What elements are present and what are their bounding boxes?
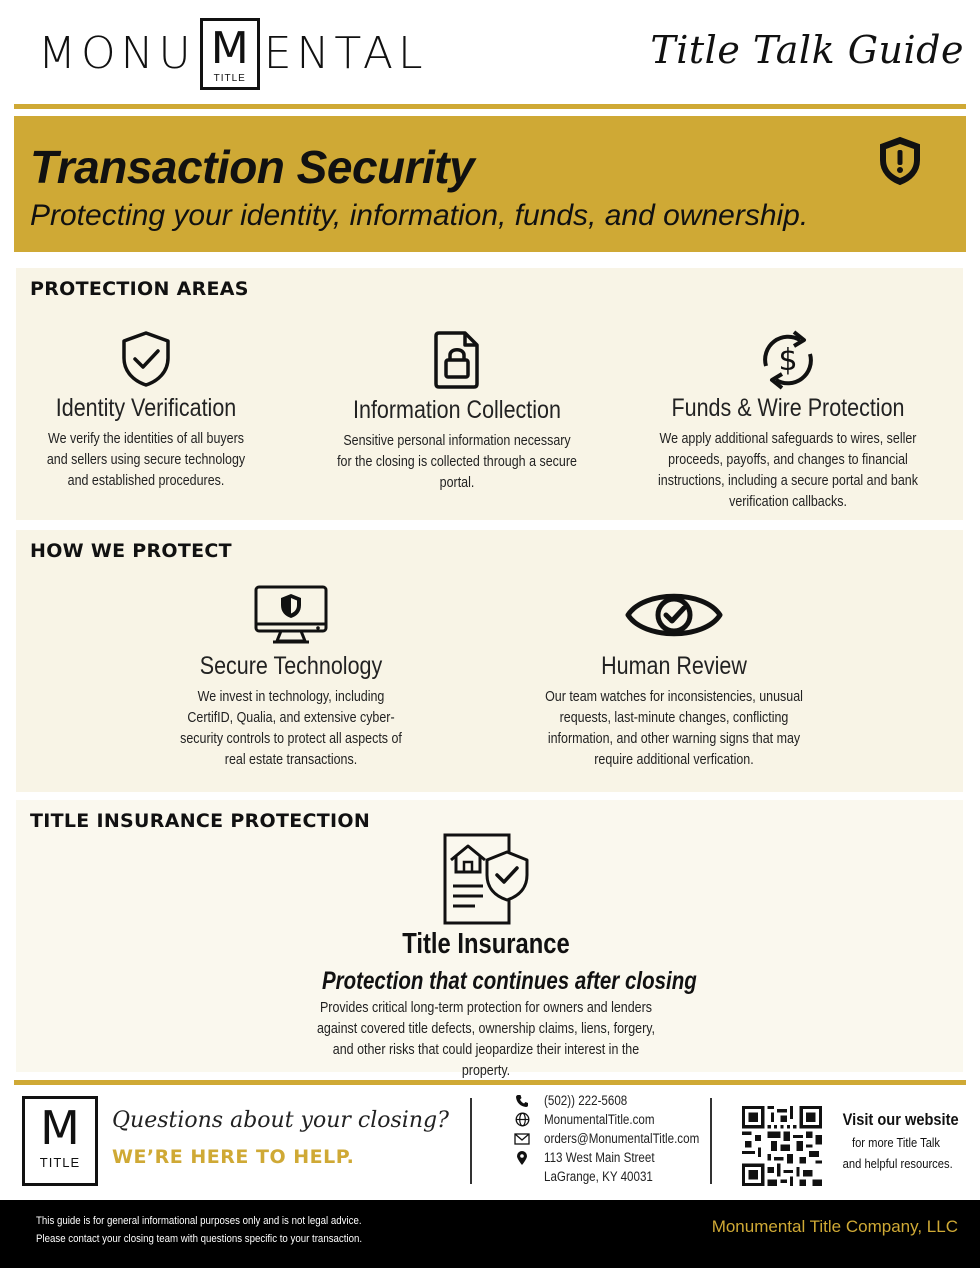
- feature-title: Identity Verification: [55, 394, 237, 422]
- qr-code-icon[interactable]: [742, 1106, 822, 1186]
- title-insurance-title: Title Insurance: [402, 928, 570, 960]
- location-pin-icon: [516, 1150, 528, 1166]
- contact-email[interactable]: [512, 1129, 725, 1148]
- contact-phone-text: (502)) 222-5608: [544, 1093, 628, 1108]
- page-subtitle: Protecting your identity, information, funds, and ownership.: [30, 199, 809, 232]
- how-we-protect-section: [16, 530, 963, 792]
- feature-title: Human Review: [601, 652, 747, 680]
- feature-human-review: [504, 584, 844, 771]
- feature-title: Information Collection: [353, 396, 561, 424]
- feature-identity-verification: [26, 330, 266, 492]
- section-heading: TITLE INSURANCE PROTECTION: [30, 810, 371, 832]
- logo-text-left: MONU: [38, 28, 196, 79]
- title-insurance-description: Provides critical long-term protection for owners and lenders against covered title defects, ownership claims, liens, forgery, and other risks that could jeopardize their interest in the property.: [316, 1000, 656, 1079]
- title-insurance-subtitle: Protection that continues after closing: [322, 967, 697, 995]
- shield-check-icon: [119, 330, 173, 388]
- help-text: WE’RE HERE TO HELP.: [112, 1146, 355, 1168]
- disclaimer-line-1: This guide is for general informational purposes only and is not legal advice.: [36, 1215, 362, 1227]
- header-divider: [14, 104, 966, 109]
- globe-icon: [515, 1112, 530, 1127]
- logo-box-caption: TITLE: [213, 73, 246, 84]
- section-heading: PROTECTION AREAS: [30, 278, 249, 300]
- footer-logo-box: [22, 1096, 98, 1186]
- monitor-shield-icon: [253, 584, 329, 646]
- envelope-icon: [514, 1133, 530, 1145]
- feature-title-insurance: [286, 832, 697, 1082]
- visit-title: Visit our website: [842, 1110, 959, 1129]
- section-heading: HOW WE PROTECT: [30, 540, 232, 562]
- footer-logo-letter: M: [40, 1101, 80, 1155]
- disclaimer: [36, 1212, 362, 1248]
- logo-box: [200, 18, 260, 90]
- contact-website-text: MonumentalTitle.com: [544, 1112, 655, 1127]
- contact-address-2: [512, 1167, 725, 1186]
- footer-logo-caption: TITLE: [39, 1155, 81, 1170]
- footer-divider: [14, 1080, 966, 1085]
- eye-check-icon: [624, 584, 724, 646]
- contact-address: [512, 1148, 725, 1167]
- logo-box-letter: M: [210, 23, 249, 74]
- contact-website[interactable]: [512, 1110, 725, 1129]
- contact-phone[interactable]: [512, 1091, 725, 1110]
- feature-description: Our team watches for inconsistencies, unusual requests, last-minute changes, conflicting information, and other warning signs that may require additional verfication.: [545, 689, 803, 768]
- feature-description: We verify the identities of all buyers and sellers using secure technology and established procedures.: [46, 431, 246, 489]
- feature-description: We invest in technology, including CertifID, Qualia, and extensive cyber-security controls to protect all aspects of real estate transactions.: [180, 689, 402, 768]
- protection-areas-section: [16, 268, 963, 520]
- feature-information-collection: [316, 330, 598, 494]
- contact-address-line1: 113 West Main Street: [544, 1150, 655, 1165]
- footer-separator: [710, 1098, 712, 1184]
- logo-text-right: ENTAL: [263, 28, 428, 79]
- company-name: Monumental Title Company, LLC: [711, 1217, 958, 1236]
- feature-title: Secure Technology: [199, 652, 383, 680]
- feature-funds-wire-protection: [616, 326, 960, 513]
- visit-website-block: [834, 1110, 958, 1174]
- contact-list: [512, 1091, 725, 1186]
- footer-bar: [0, 1200, 980, 1268]
- feature-title: Funds & Wire Protection: [671, 394, 905, 422]
- title-banner: [14, 116, 966, 252]
- feature-description: We apply additional safeguards to wires, seller proceeds, payoffs, and changes to financial instructions, including a secure portal and bank verification callbacks.: [658, 431, 918, 510]
- phone-icon: [515, 1094, 529, 1108]
- visit-line-2: and helpful resources.: [842, 1156, 953, 1171]
- page-title: Transaction Security: [30, 141, 475, 193]
- questions-text: Questions about your closing?: [112, 1108, 449, 1133]
- house-document-shield-icon: [439, 832, 533, 928]
- feature-description: Sensitive personal information necessary for the closing is collected through a secure portal.: [337, 433, 577, 491]
- locked-document-icon: [431, 330, 483, 390]
- contact-email-text: orders@MonumentalTitle.com: [544, 1131, 700, 1146]
- shield-exclamation-icon: [878, 136, 922, 186]
- svg-text:$: $: [778, 343, 798, 378]
- feature-secure-technology: [156, 584, 426, 771]
- dollar-cycle-icon: [754, 326, 822, 394]
- disclaimer-line-2: Please contact your closing team with questions specific to your transaction.: [36, 1233, 363, 1245]
- footer-separator: [470, 1098, 472, 1184]
- company-logo: [38, 18, 428, 90]
- title-insurance-section: [16, 800, 963, 1079]
- visit-line-1: for more Title Talk: [851, 1135, 941, 1150]
- contact-address-line2: LaGrange, KY 40031: [544, 1169, 653, 1184]
- guide-title: Title Talk Guide: [650, 28, 964, 72]
